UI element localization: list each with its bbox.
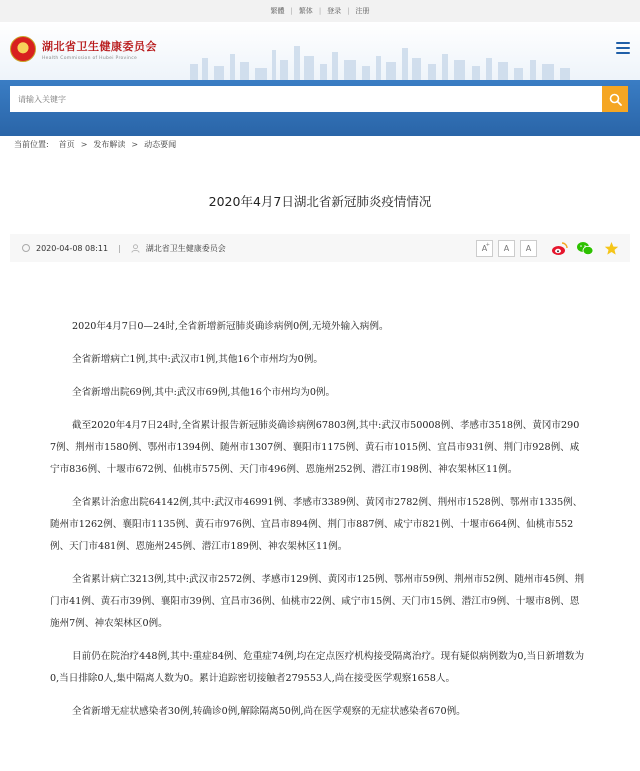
login-link[interactable]: 登录 — [327, 7, 342, 15]
separator: | — [347, 7, 350, 15]
breadcrumb — [14, 139, 176, 150]
simplified-chinese-link[interactable]: 繁体 — [298, 7, 313, 15]
article-paragraph: 2020年4月7日0—24时,全省新增新冠肺炎确诊病例0例,无境外输入病例。 — [72, 321, 389, 332]
top-utility-bar — [0, 0, 640, 22]
register-link[interactable]: 注册 — [355, 7, 370, 15]
meta-separator: | — [118, 243, 121, 253]
search-icon — [609, 93, 622, 106]
search-bar — [0, 80, 640, 136]
site-logo[interactable] — [10, 36, 157, 62]
article-paragraph: 全省累计病亡3213例,其中:武汉市2572例、孝感市129例、黄冈市125例、鄂州市59例、荆州市52例、随州市45例、荆门市41例、黄石市39例、襄阳市39例、宜昌市36例、仙桃市22例、咸宁市15例、天门市15例、潜江市9例、十堰市8例、恩施州7例、神农架林区0例。 — [50, 574, 585, 629]
article-paragraph: 全省新增无症状感染者30例,转确诊0例,解除隔离50例,尚在医学观察的无症状感染者670例。 — [72, 706, 466, 717]
font-decrease-button[interactable]: A — [520, 240, 537, 257]
article-title: 2020年4月7日湖北省新冠肺炎疫情情况 — [208, 194, 432, 209]
search-input[interactable] — [10, 86, 602, 112]
hamburger-menu-icon[interactable] — [616, 42, 630, 54]
city-skyline-decoration — [180, 40, 590, 80]
weibo-icon — [551, 241, 568, 256]
article-paragraph: 全省累计治愈出院64142例,其中:武汉市46991例、孝感市3389例、黄冈市2782例、荆州市1528例、鄂州市1335例、随州市1262例、襄阳市1135例、黄石市976例、宜昌市894例、荆门市887例、咸宁市821例、十堰市664例、仙桃市552例、天门市481例、恩施州245例、潜江市189例、神农架林区11例。 — [50, 497, 583, 552]
breadcrumb-news[interactable]: 动态要闻 — [144, 140, 177, 149]
user-icon — [131, 244, 140, 253]
font-increase-button[interactable]: A + — [476, 240, 493, 257]
separator: | — [290, 7, 293, 15]
traditional-chinese-link[interactable]: 繁體 — [270, 7, 285, 15]
favorite-button[interactable] — [602, 239, 620, 257]
search-button[interactable] — [602, 86, 628, 112]
star-icon — [604, 241, 619, 256]
breadcrumb-label: 当前位置: — [14, 140, 49, 149]
publisher: 湖北省卫生健康委员会 — [145, 243, 226, 253]
article-paragraph: 全省新增出院69例,其中:武汉市69例,其他16个市州均为0例。 — [72, 387, 336, 398]
site-header — [0, 22, 640, 80]
site-name-en: Health Commission of Hubei Province — [42, 55, 138, 61]
national-emblem-icon: ★ — [10, 36, 36, 62]
article-paragraph: 全省新增病亡1例,其中:武汉市1例,其他16个市州均为0例。 — [72, 354, 323, 365]
site-name-cn: 湖北省卫生健康委员会 — [42, 39, 157, 53]
wechat-share-button[interactable] — [576, 239, 594, 257]
font-default-button[interactable]: A — [498, 240, 515, 257]
article-meta-bar — [10, 234, 630, 262]
breadcrumb-separator: > — [80, 140, 88, 149]
breadcrumb-separator: > — [131, 140, 139, 149]
article-paragraph: 截至2020年4月7日24时,全省累计报告新冠肺炎确诊病例67803例,其中:武汉市50008例、孝感市3518例、黄冈市2907例、荆州市1580例、鄂州市1394例、随州市1307例、襄阳市1175例、黄石市1015例、宜昌市931例、荆门市928例、咸宁市836例、十堰市672例、仙桃市575例、天门市496例、恩施州252例、潜江市198例、神农架林区11例。 — [50, 420, 580, 475]
separator: | — [318, 7, 322, 15]
breadcrumb-home[interactable]: 首页 — [58, 140, 75, 149]
article-body — [50, 316, 585, 734]
wechat-icon — [576, 241, 594, 256]
weibo-share-button[interactable] — [550, 239, 568, 257]
breadcrumb-release[interactable]: 发布解读 — [93, 140, 126, 149]
clock-icon — [22, 244, 30, 252]
article-tools — [476, 239, 620, 257]
publish-date: 2020-04-08 08:11 — [36, 243, 109, 253]
article-paragraph: 目前仍在院治疗448例,其中:重症84例、危重症74例,均在定点医疗机构接受隔离治疗。现有疑似病例数为0,当日新增数为0,当日排除0人,集中隔离人数为0。累计追踪密切接触者279553人,尚在接受医学观察1658人。 — [50, 651, 585, 684]
